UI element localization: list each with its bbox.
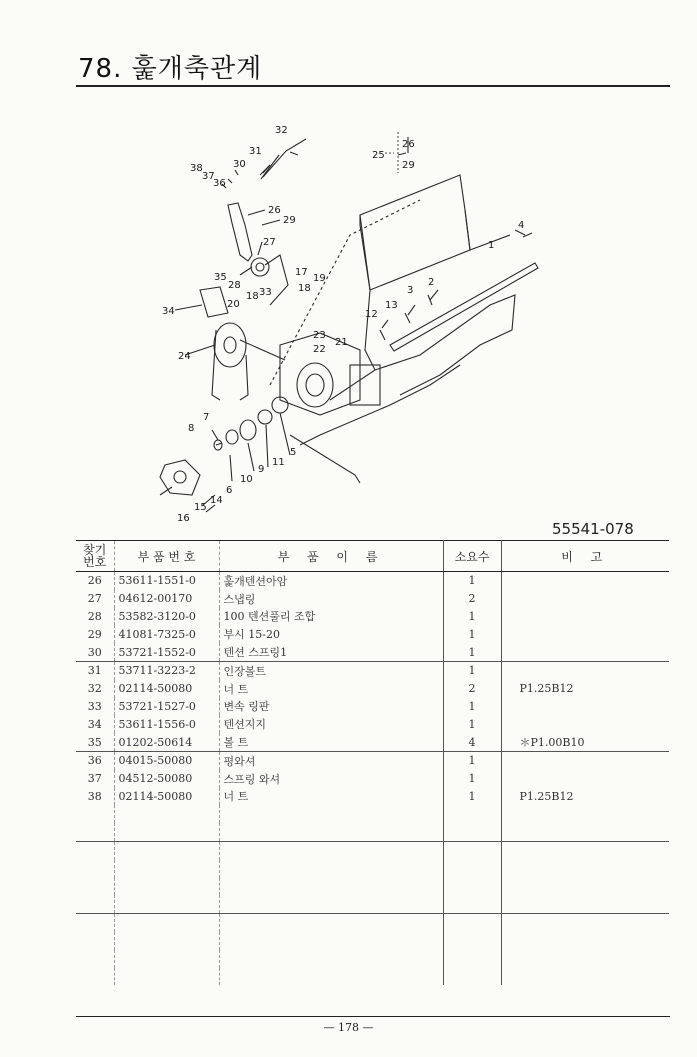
tension-pulley-hub	[256, 263, 264, 271]
exploded-parts-diagram	[120, 115, 580, 535]
cell-no: 29	[76, 625, 114, 643]
callout-28: 28	[228, 280, 241, 291]
callout-7: 7	[203, 412, 210, 423]
cell-part-name: 변속 링판	[219, 698, 443, 716]
callout-24: 24	[178, 351, 191, 362]
cell-qty: 2	[443, 680, 501, 698]
cell-qty: 1	[443, 625, 501, 643]
col-header-no-line1: 찾기	[83, 543, 107, 557]
cell-no: 30	[76, 643, 114, 661]
cell-part-number: 41081-7325-0	[114, 625, 219, 643]
callout-5: 5	[290, 447, 297, 458]
table-row	[76, 805, 669, 823]
table-row	[76, 680, 669, 698]
cell-qty: 1	[443, 715, 501, 733]
cell-qty: 1	[443, 788, 501, 806]
cell-part-name: 훑개텐션아암	[219, 572, 443, 590]
table-header-row	[76, 541, 669, 572]
cell-remarks	[501, 661, 669, 679]
callout-15: 15	[194, 502, 207, 513]
cell-qty: 1	[443, 770, 501, 788]
group-bracket	[385, 132, 398, 173]
cell-part-number: 53582-3120-0	[114, 608, 219, 626]
table-row	[76, 841, 669, 859]
callout-18a: 18	[298, 283, 311, 294]
tension-spring	[261, 155, 279, 179]
cell-qty: 4	[443, 733, 501, 751]
table-row	[76, 751, 669, 769]
cell-part-name: 텐션지지	[219, 715, 443, 733]
group-bracket-line	[385, 132, 398, 173]
callout-14: 14	[210, 495, 223, 506]
table-row	[76, 932, 669, 950]
frame-hidden-line	[270, 200, 420, 385]
cell-no: 27	[76, 590, 114, 608]
cell-qty: 1	[443, 572, 501, 590]
callout-3: 3	[407, 285, 414, 296]
page-number: — 178 —	[323, 1021, 374, 1034]
cell-remarks	[501, 572, 669, 590]
cell-remarks	[501, 698, 669, 716]
table-row	[76, 608, 669, 626]
cell-no: 32	[76, 680, 114, 698]
cell-remarks	[501, 625, 669, 643]
col-header-no	[76, 541, 114, 572]
callout-36: 36	[213, 178, 226, 189]
cell-remarks	[501, 770, 669, 788]
callout-labels	[162, 125, 524, 524]
callout-35: 35	[214, 272, 227, 283]
diagram-svg	[120, 115, 580, 535]
col-header-part-number-label: 부 품 번 호	[137, 549, 196, 564]
pulley	[214, 323, 246, 367]
callout-38: 38	[190, 163, 203, 174]
cell-part-name: 텐션 스프링1	[219, 643, 443, 661]
callout-8: 8	[188, 423, 195, 434]
table-row	[76, 770, 669, 788]
callout-23: 23	[313, 330, 326, 341]
pulley-shaft	[240, 340, 285, 360]
table-row	[76, 698, 669, 716]
callout-29-group: 29	[402, 160, 415, 171]
bottom-rule	[76, 1016, 670, 1017]
callout-26: 26	[268, 205, 281, 216]
callout-30: 30	[233, 159, 246, 170]
cell-part-number: 01202-50614	[114, 733, 219, 751]
col-header-part-name-label: 부 품 이 름	[277, 549, 385, 564]
bearing	[258, 410, 272, 424]
table-row	[76, 625, 669, 643]
cell-part-number: 04015-50080	[114, 751, 219, 769]
table-row	[76, 968, 669, 986]
callout-1: 1	[488, 240, 495, 251]
cell-no: 37	[76, 770, 114, 788]
cell-part-number: 53721-1552-0	[114, 643, 219, 661]
table-row	[76, 715, 669, 733]
cell-part-name: 100 텐션풀리 조합	[219, 608, 443, 626]
table-row	[76, 914, 669, 932]
callout-25: 25	[372, 150, 385, 161]
bracket-plate	[350, 365, 380, 405]
tension-pulley	[251, 258, 269, 276]
callout-12: 12	[365, 309, 378, 320]
cell-remarks	[501, 643, 669, 661]
cell-part-number: 53611-1556-0	[114, 715, 219, 733]
callout-31: 31	[249, 146, 262, 157]
cell-part-number: 53611-1551-0	[114, 572, 219, 590]
cell-qty: 1	[443, 661, 501, 679]
callout-21: 21	[335, 337, 348, 348]
callout-11: 11	[272, 457, 285, 468]
frame-brace	[330, 370, 375, 400]
parts-table	[76, 540, 669, 985]
cell-qty: 1	[443, 751, 501, 769]
diagram-linework	[160, 137, 538, 512]
cell-remarks: P1.25B12	[519, 682, 574, 696]
frame-foot	[290, 435, 360, 483]
callout-4: 4	[518, 220, 525, 231]
cell-no: 38	[76, 788, 114, 806]
cell-part-name: 평와셔	[219, 751, 443, 769]
cell-part-number: 02114-50080	[114, 788, 219, 806]
cover-bore	[174, 471, 186, 483]
bearing-2	[240, 420, 256, 440]
callout-2: 2	[428, 277, 435, 288]
snap-ring	[214, 440, 222, 450]
cell-remarks	[501, 715, 669, 733]
gearbox-flange	[297, 363, 333, 407]
page-title: 78. 훑개축관계	[78, 54, 263, 84]
gearbox-bore	[306, 374, 324, 396]
cell-remarks: P1.25B12	[519, 789, 574, 803]
col-header-part-number	[114, 541, 219, 572]
tension-support	[200, 287, 228, 317]
callout-6: 6	[226, 485, 233, 496]
table-row	[76, 878, 669, 896]
cell-part-number: 04512-50080	[114, 770, 219, 788]
callout-16: 16	[177, 513, 190, 524]
cell-part-number: 04612-00170	[114, 590, 219, 608]
cell-part-name: 부시 15-20	[219, 625, 443, 643]
cell-part-number: 53711-3223-2	[114, 661, 219, 679]
cell-part-number: 53721-1527-0	[114, 698, 219, 716]
cell-qty: 1	[443, 643, 501, 661]
title-underline	[76, 85, 670, 87]
frame-top-plate	[360, 175, 470, 290]
col-header-qty-label: 소요수	[454, 549, 490, 564]
cell-no: 31	[76, 661, 114, 679]
cell-no: 35	[76, 733, 114, 751]
callout-18b: 18	[246, 291, 259, 302]
cell-part-name: 볼 트	[219, 733, 443, 751]
table-row	[76, 733, 669, 751]
table-row	[76, 643, 669, 661]
callout-19: 19	[313, 273, 326, 284]
pulley-hub	[224, 337, 236, 353]
washer	[226, 430, 238, 444]
callout-10: 10	[240, 474, 253, 485]
cell-no: 28	[76, 608, 114, 626]
callout-34: 34	[162, 306, 175, 317]
table-row	[76, 572, 669, 590]
cell-no: 36	[76, 751, 114, 769]
cell-part-number: 02114-50080	[114, 680, 219, 698]
col-header-no-line2: 번호	[83, 555, 107, 569]
col-header-remarks	[501, 541, 669, 572]
drawing-number: 55541-078	[552, 520, 634, 538]
cell-part-name: 인장볼트	[219, 661, 443, 679]
table-row	[76, 950, 669, 968]
callout-33: 33	[259, 287, 272, 298]
table-row	[76, 788, 669, 806]
callout-9: 9	[258, 464, 265, 475]
cell-no: 26	[76, 572, 114, 590]
callout-17: 17	[295, 267, 308, 278]
bearing-cover	[160, 460, 200, 495]
table-row	[76, 590, 669, 608]
callout-37: 37	[202, 171, 215, 182]
callout-20: 20	[227, 299, 240, 310]
cell-qty: 1	[443, 608, 501, 626]
cover-bolt	[160, 487, 172, 495]
tension-arm	[228, 203, 252, 261]
col-header-remarks-label: 비 고	[561, 549, 610, 564]
cell-no: 34	[76, 715, 114, 733]
cell-part-name: 스프링 와셔	[219, 770, 443, 788]
cell-remarks	[501, 590, 669, 608]
cell-qty: 1	[443, 698, 501, 716]
table-row	[76, 823, 669, 841]
table-row	[76, 895, 669, 913]
table-row	[76, 661, 669, 679]
cell-part-name: 너 트	[219, 680, 443, 698]
col-header-qty	[443, 541, 501, 572]
callout-29: 29	[283, 215, 296, 226]
cell-part-name: 너 트	[219, 788, 443, 806]
callout-13: 13	[385, 300, 398, 311]
cell-no: 33	[76, 698, 114, 716]
cell-remarks	[501, 751, 669, 769]
v-belt	[212, 330, 248, 400]
callout-27: 27	[263, 237, 276, 248]
cell-part-name: 스냅링	[219, 590, 443, 608]
cell-remarks: ＊P1.00B10	[501, 733, 669, 751]
callout-32: 32	[275, 125, 288, 136]
cell-remarks	[501, 608, 669, 626]
beater-shaft	[390, 263, 538, 351]
callout-26-group: 26	[402, 139, 415, 150]
col-header-part-name	[219, 541, 443, 572]
leader-lines	[175, 137, 525, 512]
table-row	[76, 860, 669, 878]
cell-qty: 2	[443, 590, 501, 608]
callout-22: 22	[313, 344, 326, 355]
frame-left-edge	[360, 215, 375, 370]
